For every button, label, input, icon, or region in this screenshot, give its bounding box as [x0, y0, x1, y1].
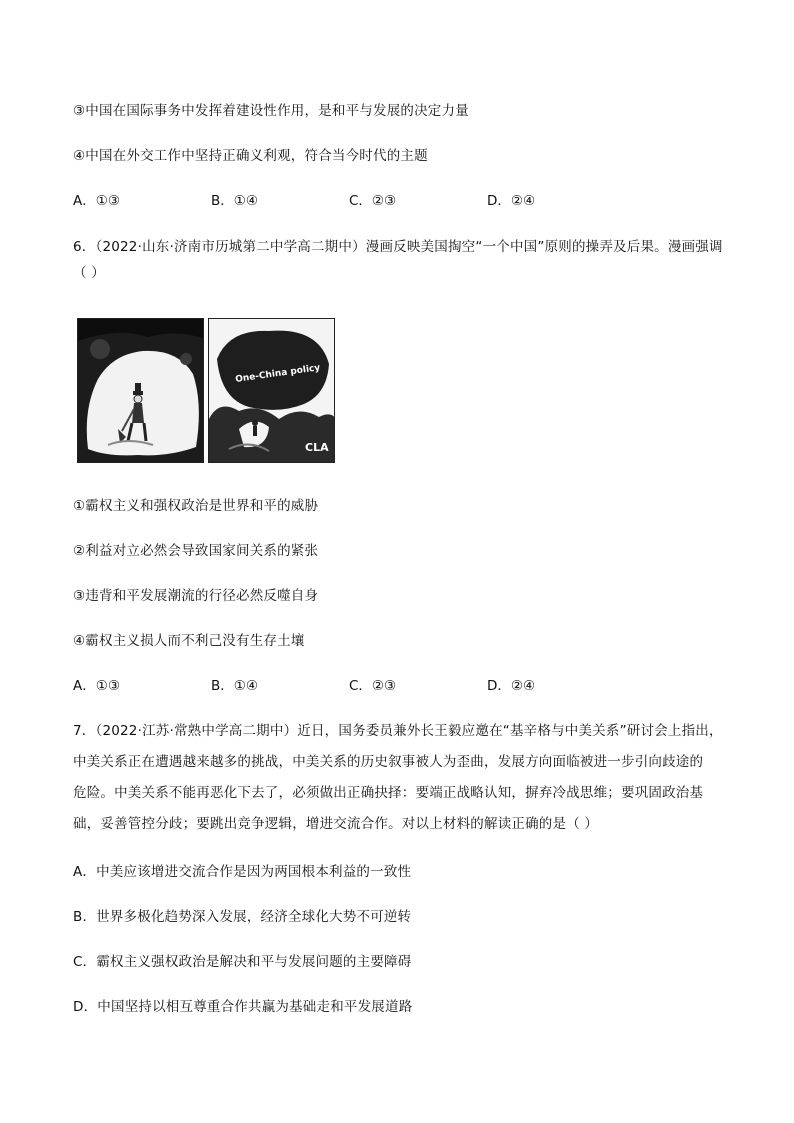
q6-statement-3: ③违背和平发展潮流的行径必然反噬自身: [73, 588, 319, 604]
q6-option-a: A．①③: [73, 678, 120, 694]
cartoon-panel-right: [208, 318, 335, 463]
q5-statement-4: ④中国在外交工作中坚持正确义利观，符合当今时代的主题: [73, 148, 428, 164]
q6-stem-line-2: （ ）: [73, 265, 105, 281]
q5-option-b: B．①④: [211, 193, 258, 209]
q6-option-d: D．②④: [487, 678, 536, 694]
q6-cartoon: [77, 318, 335, 463]
cartoon-label: One-China policy: [234, 363, 321, 385]
q6-statement-2: ②利益对立必然会导致国家间关系的紧张: [73, 543, 319, 559]
q5-statement-3: ③中国在国际事务中发挥着建设性作用，是和平与发展的决定力量: [73, 103, 469, 119]
cartoon-signature: CLA: [305, 441, 329, 454]
q7-option-c: C．霸权主义强权政治是解决和平与发展问题的主要障碍: [73, 954, 412, 970]
q7-stem-line-4: 础，妥善管控分歧；要跳出竞争逻辑，增进交流合作。对以上材料的解读正确的是（ ）: [73, 816, 599, 832]
cave-digging-illustration: [78, 319, 204, 463]
q7-option-b: B．世界多极化趋势深入发展，经济全球化大势不可逆转: [73, 909, 412, 925]
q7-stem-line-3: 危险。中美关系不能再恶化下去了，必须做出正确抉择：要端正战略认知，摒弃冷战思维；要巩固政治基: [73, 785, 704, 801]
q6-statement-4: ④霸权主义损人而不利己没有生存土壤: [73, 633, 305, 649]
q6-option-c: C．②③: [349, 678, 397, 694]
q6-option-b: B．①④: [211, 678, 258, 694]
q7-option-a: A．中美应该增进交流合作是因为两国根本利益的一致性: [73, 864, 412, 880]
q5-option-a: A．①③: [73, 193, 120, 209]
q7-stem-line-2: 中美关系正在遭遇越来越多的挑战，中美关系的历史叙事被人为歪曲，发展方向面临被进一步引向歧途的: [73, 754, 704, 770]
q5-option-c: C．②③: [349, 193, 397, 209]
q7-stem-line-1: 7．（2022·江苏·常熟中学高二期中）近日，国务委员兼外长王毅应邀在“基辛格与中美关系”研讨会上指出，: [73, 723, 723, 739]
q5-option-d: D．②④: [487, 193, 536, 209]
q6-stem-line-1: 6．（2022·山东·济南市历城第二中学高二期中）漫画反映美国掏空“一个中国”原则的操弄及后果。漫画强调: [73, 239, 723, 255]
cartoon-panel-left: [77, 318, 204, 463]
q7-option-d: D．中国坚持以相互尊重合作共赢为基础走和平发展道路: [73, 999, 413, 1015]
q6-statement-1: ①霸权主义和强权政治是世界和平的威胁: [73, 498, 319, 514]
